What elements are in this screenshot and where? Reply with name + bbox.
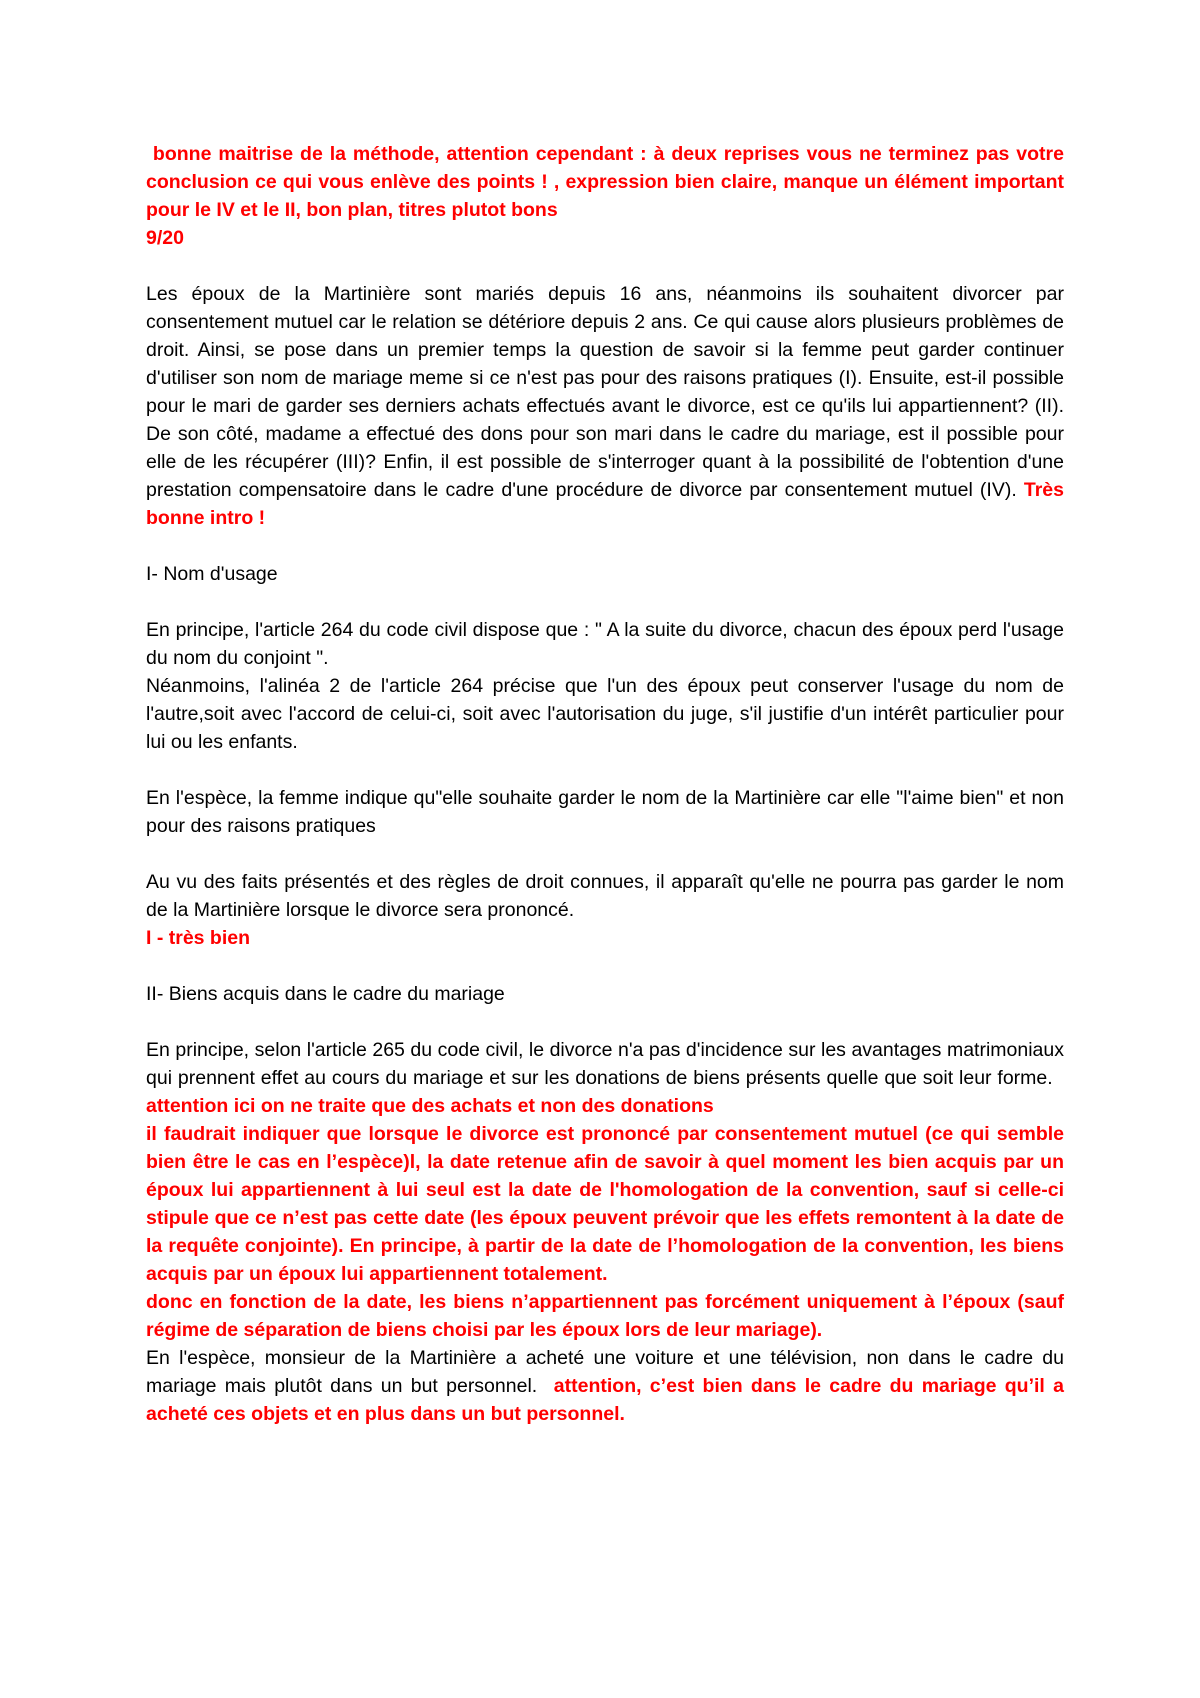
section2-title: II- Biens acquis dans le cadre du mariage <box>146 983 505 1005</box>
section1-facts: En l'espèce, la femme indique qu"elle souhaite garder le nom de la Martinière car elle "l'aime bien" et non pour des raisons pratiques <box>146 787 1064 837</box>
feedback-header-text: bonne maitrise de la méthode, attention cependant : à deux reprises vous ne terminez pas votre conclusion ce qui vous enlève des points ! , expression bien claire, manque un élément important pour le IV et le II, bon plan, titres plutot bons <box>146 143 1064 221</box>
intro-feedback: Très bonne intro ! <box>146 479 1064 529</box>
grade: 9/20 <box>146 227 184 249</box>
section2-facts-feedback: attention, c’est bien dans le cadre du mariage qu’il a acheté ces objets et en plus dans un but personnel. <box>146 1375 1064 1425</box>
section2-facts-paragraph <box>146 1344 1064 1428</box>
section2-feedback-block-1: il faudrait indiquer que lorsque le divorce est prononcé par consentement mutuel (ce qui semble bien être le cas en l’espèce)l, la date retenue afin de savoir à quel moment les bien acquis par un époux lui appartiennent à lui seul est la date de l'homologation de la convention, sauf si celle-ci stipule que ce n’est pas cette date (les époux peuvent prévoir que les effets remontent à la date de la requête conjointe). En principe, à partir de la date de l’homologation de la convention, les biens acquis par un époux lui appartiennent totalement. <box>146 1123 1064 1285</box>
section2-rule-feedback: attention ici on ne traite que des achats et non des donations <box>146 1095 714 1117</box>
section2-rule-paragraph <box>146 1036 1064 1120</box>
section1-feedback: I - très bien <box>146 927 251 949</box>
section1-title: I- Nom d'usage <box>146 563 278 585</box>
section2-rule: En principe, selon l'article 265 du code civil, le divorce n'a pas d'incidence sur les avantages matrimoniaux qui prennent effet au cours du mariage et sur les donations de biens présents quelle que soit leur forme. <box>146 1039 1064 1089</box>
document-page <box>146 140 1064 1428</box>
feedback-header <box>146 140 1064 252</box>
section1-rule-p1: En principe, l'article 264 du code civil dispose que : " A la suite du divorce, chacun des époux perd l'usage du nom du conjoint ". <box>146 619 1064 669</box>
section2-feedback-block-2: donc en fonction de la date, les biens n’appartiennent pas forcément uniquement à l’époux (sauf régime de séparation de biens choisi par les époux lors de leur mariage). <box>146 1291 1064 1341</box>
intro-text: Les époux de la Martinière sont mariés depuis 16 ans, néanmoins ils souhaitent divorcer par consentement mutuel car le relation se détériore depuis 2 ans. Ce qui cause alors plusieurs problèmes de droit. Ainsi, se pose dans un premier temps la question de savoir si la femme peut garder continuer d'utiliser son nom de mariage meme si ce n'est pas pour des raisons pratiques (I). Ensuite, est-il possible pour le mari de garder ses derniers achats effectués avant le divorce, est ce qu'ils lui appartiennent? (II). De son côté, madame a effectué des dons pour son mari dans le cadre du mariage, est il possible pour elle de les récupérer (III)? Enfin, il est possible de s'interroger quant à la possibilité de l'obtention d'une prestation compensatoire dans le cadre d'une procédure de divorce par consentement mutuel (IV). <box>146 283 1064 501</box>
intro-paragraph <box>146 280 1064 532</box>
section2-facts: En l'espèce, monsieur de la Martinière a acheté une voiture et une télévision, non dans le cadre du mariage mais plutôt dans un but personnel. <box>146 1347 1064 1397</box>
section1-conclusion: Au vu des faits présentés et des règles de droit connues, il apparaît qu'elle ne pourra pas garder le nom de la Martinière lorsque le divorce sera prononcé. <box>146 871 1064 921</box>
section1-rule-p2: Néanmoins, l'alinéa 2 de l'article 264 précise que l'un des époux peut conserver l'usage du nom de l'autre,soit avec l'accord de celui-ci, soit avec l'autorisation du juge, s'il justifie d'un intérêt particulier pour lui ou les enfants. <box>146 675 1064 753</box>
